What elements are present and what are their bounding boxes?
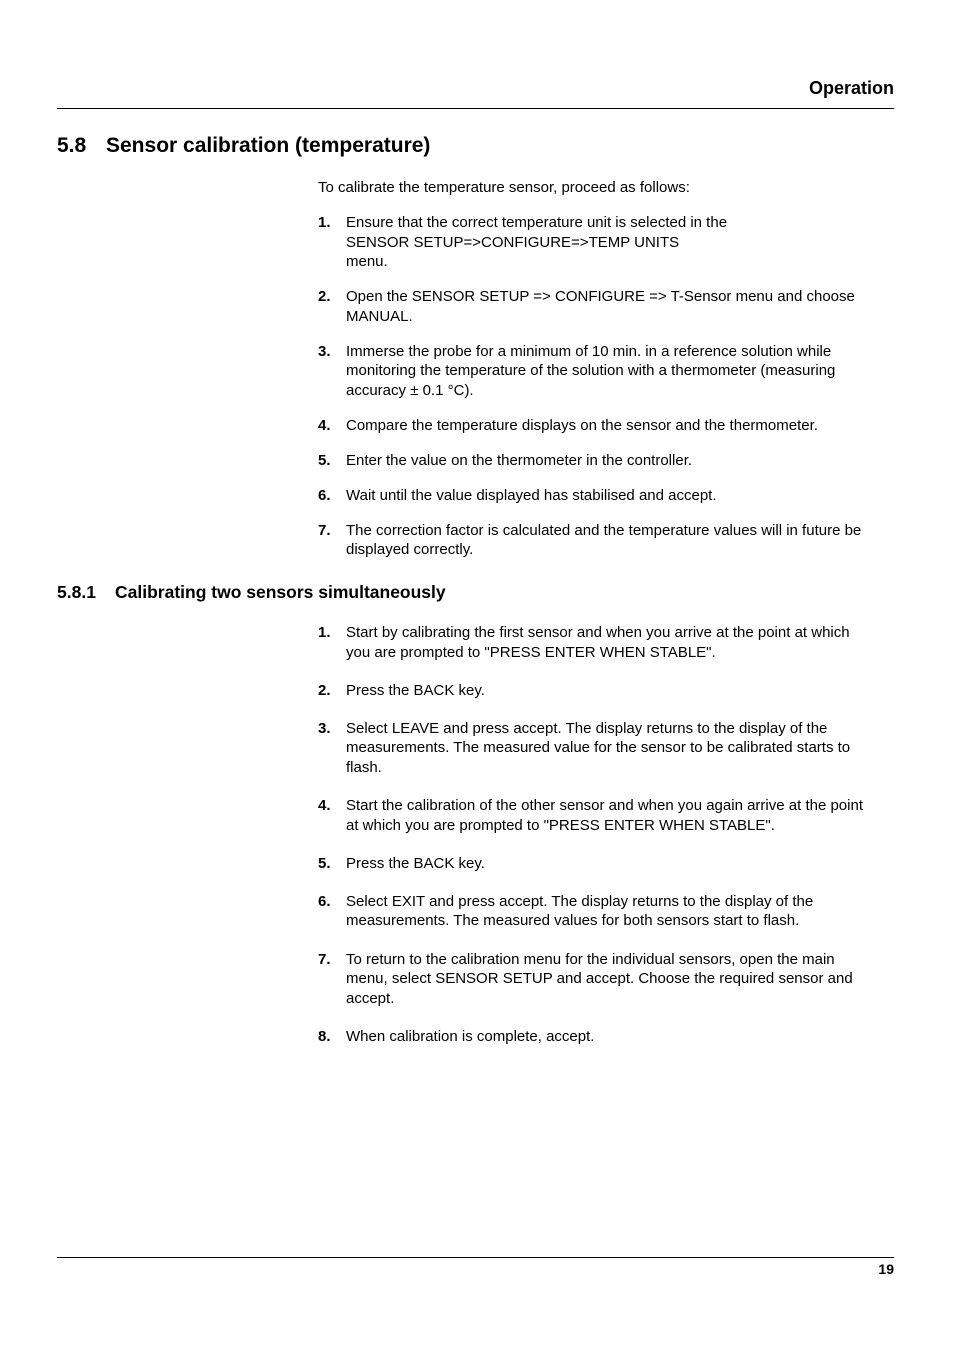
step-text-line: When calibration is complete, accept.	[346, 1027, 595, 1045]
list-item	[318, 950, 894, 1009]
step-text	[346, 623, 894, 662]
step-text	[346, 681, 894, 701]
section-intro: To calibrate the temperature sensor, proceed as follows:	[318, 179, 690, 196]
step-text-line: monitoring the temperature of the solution with a thermometer (measuring	[346, 362, 836, 379]
step-number: 3.	[318, 342, 331, 360]
step-number: 5.	[318, 854, 331, 872]
step-number: 1.	[318, 214, 331, 231]
step-number: 5.	[318, 451, 331, 469]
step-number: 8.	[318, 1027, 331, 1045]
step-text-line: you are prompted to "PRESS ENTER WHEN STABLE".	[346, 643, 716, 661]
section-number: 5.8	[57, 134, 87, 157]
step-text-line: Select LEAVE and press accept. The display returns to the display of the	[346, 719, 828, 737]
step-text-line: Start the calibration of the other sensor and when you again arrive at the point	[346, 797, 863, 815]
step-text-line: accept.	[346, 989, 395, 1007]
step-text	[346, 1027, 894, 1047]
list-item	[318, 1027, 894, 1047]
list-item	[318, 719, 894, 778]
step-text	[346, 416, 894, 436]
header-rule	[57, 108, 894, 109]
step-number: 2.	[318, 681, 331, 699]
step-text-line: menu, select SENSOR SETUP and accept. Choose the required sensor and	[346, 970, 853, 988]
step-text-line: Enter the value on the thermometer in the controller.	[346, 451, 693, 469]
step-text	[346, 892, 894, 931]
step-text-line: measurements. The measured value for the sensor to be calibrated starts to	[346, 739, 851, 757]
list-item	[318, 213, 894, 272]
step-text-line: Wait until the value displayed has stabilised and accept.	[346, 486, 717, 504]
step-text	[346, 950, 894, 1009]
step-text	[346, 719, 894, 778]
step-text-line: Open the SENSOR SETUP => CONFIGURE => T-Sensor menu and choose	[346, 288, 855, 305]
step-number: 6.	[318, 892, 331, 910]
step-text-line: Start by calibrating the first sensor and when you arrive at the point at which	[346, 624, 850, 641]
list-item	[318, 521, 894, 560]
step-text-line: SENSOR SETUP=>CONFIGURE=>TEMP UNITS	[346, 233, 680, 251]
step-text	[346, 854, 894, 874]
step-text-line: MANUAL.	[346, 307, 413, 325]
step-text	[346, 486, 894, 506]
step-text	[346, 287, 894, 326]
step-text	[346, 796, 894, 835]
list-item	[318, 342, 894, 401]
step-text	[346, 213, 894, 272]
step-number: 7.	[318, 950, 331, 968]
step-number: 3.	[318, 719, 331, 737]
step-number: 1.	[318, 624, 331, 641]
step-text	[346, 521, 894, 560]
list-item	[318, 451, 894, 471]
step-text-line: Press the BACK key.	[346, 854, 485, 872]
step-number: 2.	[318, 288, 331, 305]
section-heading	[57, 134, 430, 158]
footer-rule	[57, 1257, 894, 1258]
list-item	[318, 623, 894, 662]
step-number: 7.	[318, 521, 331, 539]
step-text	[346, 451, 894, 471]
step-text-line: accuracy ± 0.1 °C).	[346, 381, 474, 399]
step-text	[346, 342, 894, 401]
step-text-line: Select EXIT and press accept. The display returns to the display of the	[346, 892, 814, 910]
step-text-line: Compare the temperature displays on the sensor and the thermometer.	[346, 416, 818, 434]
step-text-line: Immerse the probe for a minimum of 10 min. in a reference solution while	[346, 342, 832, 360]
list-item	[318, 287, 894, 326]
list-item	[318, 416, 894, 436]
step-text-line: menu.	[346, 253, 388, 270]
page-number: 19	[878, 1261, 894, 1277]
list-item	[318, 854, 894, 874]
list-item	[318, 486, 894, 506]
step-number: 4.	[318, 797, 331, 815]
step-text-line: flash.	[346, 758, 382, 776]
step-text-line: measurements. The measured values for both sensors start to flash.	[346, 912, 800, 930]
subsection-heading	[57, 582, 446, 603]
list-item	[318, 796, 894, 835]
step-text-line: The correction factor is calculated and the temperature values will in future be	[346, 521, 862, 539]
chapter-header: Operation	[808, 78, 894, 98]
step-text-line: at which you are prompted to "PRESS ENTER WHEN STABLE".	[346, 816, 775, 834]
step-text-line: To return to the calibration menu for the individual sensors, open the main	[346, 950, 835, 968]
section-title: Sensor calibration (temperature)	[106, 134, 431, 157]
list-item	[318, 681, 894, 701]
step-number: 6.	[318, 486, 331, 504]
step-text-line: Ensure that the correct temperature unit is selected in the	[346, 214, 728, 231]
subsection-number: 5.8.1	[57, 582, 96, 602]
subsection-title: Calibrating two sensors simultaneously	[115, 582, 446, 602]
step-number: 4.	[318, 416, 331, 434]
list-item	[318, 892, 894, 931]
two-sensor-steps	[318, 623, 894, 1065]
calibration-steps	[318, 213, 894, 575]
step-text-line: Press the BACK key.	[346, 681, 485, 699]
step-text-line: displayed correctly.	[346, 541, 474, 558]
